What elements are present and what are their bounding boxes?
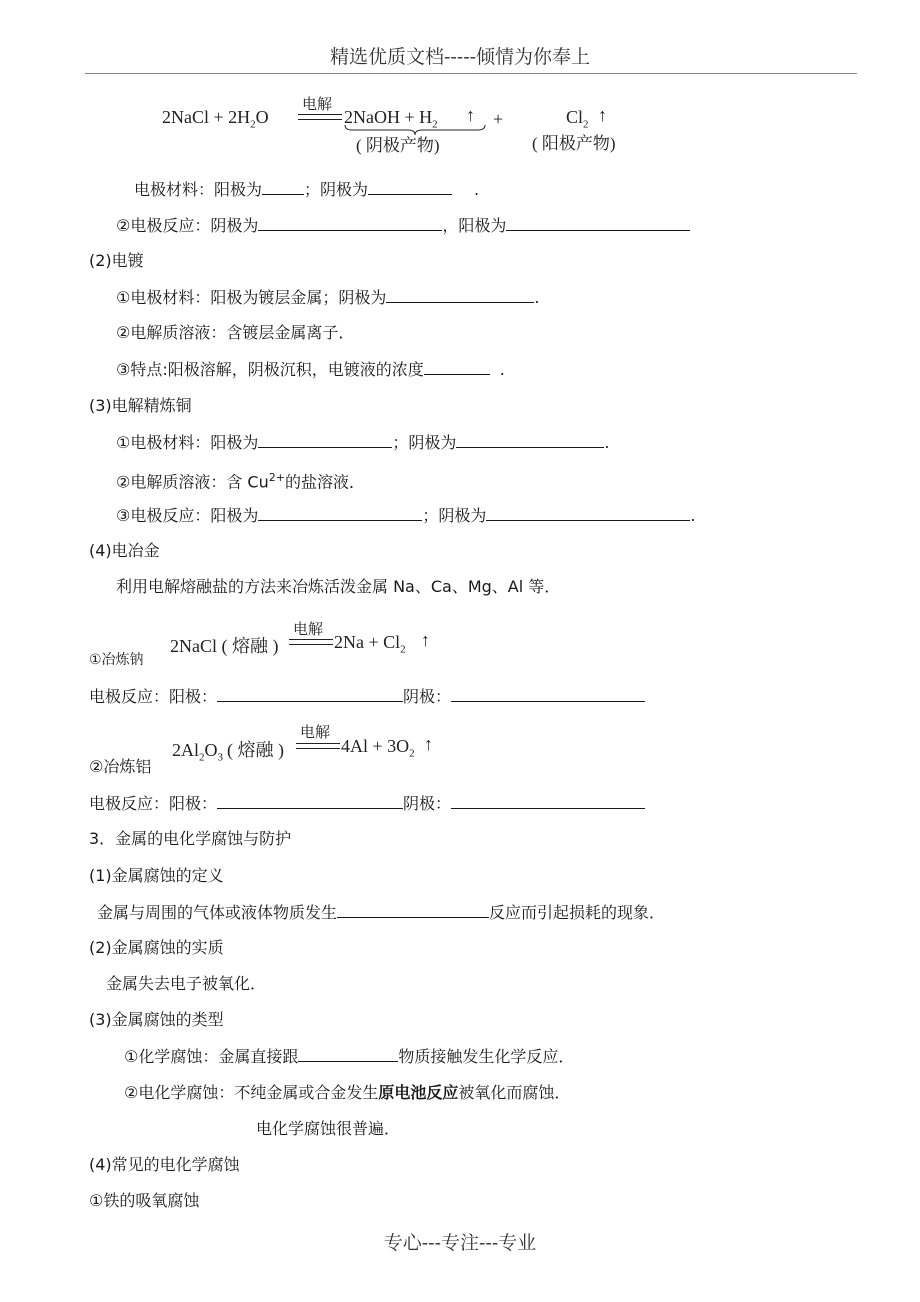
section-corrosion-types: (3)金属腐蚀的类型 <box>89 1010 224 1029</box>
eq1-anode-label: ( 阳极产物) <box>532 134 616 153</box>
eq1-product-cl-subscript: 2 <box>583 118 589 131</box>
line-corrosion-essence: 金属失去电子被氧化． <box>106 974 267 993</box>
line-electrometallurgy-desc: 利用电解熔融盐的方法来冶炼活泼金属 Na、Ca、Mg、Al 等． <box>116 577 561 596</box>
eq1-gas-arrow: ↑ <box>466 105 475 125</box>
line-electrochemical-corrosion: ②电化学腐蚀：不纯金属或合金发生原电池反应被氧化而腐蚀． <box>124 1083 571 1102</box>
eq1-lhs-subscript: 2 <box>250 118 256 131</box>
line-electrochemical-common: 电化学腐蚀很普遍． <box>256 1119 401 1138</box>
eq3-lhs-state: ( 熔融 ) <box>227 740 284 760</box>
eq2-rhs: 2Na + Cl <box>334 632 401 652</box>
section-corrosion-definition: (1)金属腐蚀的定义 <box>89 866 224 885</box>
section-copper-refining: (3)电解精炼铜 <box>89 396 192 415</box>
page-header: 精选优质文档-----倾情为你奉上 <box>329 46 591 68</box>
eq1-product-cl: Cl <box>566 107 584 127</box>
line-sodium-electrode-reaction: 电极反应：阳极： 阴极： <box>89 686 645 707</box>
eq1-lhs: 2NaCl + 2H <box>162 107 251 127</box>
section-electrometallurgy: (4)电冶金 <box>89 541 160 560</box>
line-chemical-corrosion: ①化学腐蚀：金属直接跟 物质接触发生化学反应． <box>124 1047 575 1066</box>
page-footer: 专心---专注---专业 <box>383 1232 537 1254</box>
label-sodium-smelting: ①冶炼钠 <box>89 652 144 668</box>
eq1-condition: 电解 <box>302 97 333 113</box>
blank <box>217 793 403 809</box>
line-plating-feature: ③特点:阳极溶解，阴极沉积，电镀液的浓度 . <box>116 360 505 379</box>
eq1-product-subscript: 2 <box>432 118 438 131</box>
line-refining-reaction: ③电极反应：阳极为 ；阴极为 . <box>116 506 696 525</box>
eq2-condition: 电解 <box>293 622 324 638</box>
eq1-lhs-oxygen: O <box>255 107 269 127</box>
bold-galvanic-reaction: 原电池反应 <box>378 1083 459 1102</box>
eq2-rhs-subscript: 2 <box>400 643 406 656</box>
line-plating-electrolyte: ②电解质溶液：含镀层金属离子． <box>116 323 355 342</box>
section-corrosion-essence: (2)金属腐蚀的实质 <box>89 938 224 957</box>
label-aluminium-smelting: ②冶炼铝 <box>89 757 152 776</box>
line-corrosion-definition: 金属与周围的气体或液体物质发生 反应而引起损耗的现象． <box>97 903 666 922</box>
eq3-lhs-al: 2Al <box>172 740 199 760</box>
blank <box>451 793 645 809</box>
section-corrosion: 3．金属的电化学腐蚀与防护 <box>89 829 292 848</box>
line-plating-material: ①电极材料：阳极为镀层金属；阴极为 . <box>116 288 540 307</box>
line-electrode-reaction-1: ②电极反应：阴极为 ，阳极为 <box>116 215 690 236</box>
line-iron-oxygen-corrosion: ①铁的吸氧腐蚀 <box>89 1191 200 1210</box>
section-electroplating: (2)电镀 <box>89 251 144 270</box>
eq2-lhs: 2NaCl ( 熔融 ) <box>170 636 279 656</box>
eq1-cl-gas-arrow: ↑ <box>598 105 607 125</box>
eq3-equals-sign <box>296 743 340 749</box>
blank <box>337 902 489 918</box>
eq3-lhs-o: O <box>204 740 218 760</box>
section-common-corrosion: (4)常见的电化学腐蚀 <box>89 1155 240 1174</box>
blank <box>298 1046 398 1062</box>
eq2-gas-arrow: ↑ <box>421 630 430 650</box>
eq3-condition: 电解 <box>300 725 331 741</box>
eq1-product-naoh: 2NaOH + H <box>344 107 433 127</box>
line-refining-electrolyte: ②电解质溶液：含 $Cu^{2+}$的盐溶液． <box>116 471 365 492</box>
line-electrode-material-1: 电极材料：阳极为 ；阴极为 . <box>134 180 480 199</box>
eq3-gas-arrow: ↑ <box>424 734 433 754</box>
equation-aluminium-smelting: $2Al_2O_3$ ( 熔融 ) 电解 $4Al + 3O_2$ ↑ <box>0 0 920 780</box>
eq3-rhs: 4Al + 3O <box>341 736 410 756</box>
eq1-plus: + <box>493 109 504 129</box>
line-aluminium-electrode-reaction: 电极反应：阳极： 阴极： <box>89 793 645 814</box>
eq1-cathode-label: ( 阴极产物) <box>356 136 440 155</box>
line-refining-material: ①电极材料：阳极为 ；阴极为 . <box>116 433 610 452</box>
